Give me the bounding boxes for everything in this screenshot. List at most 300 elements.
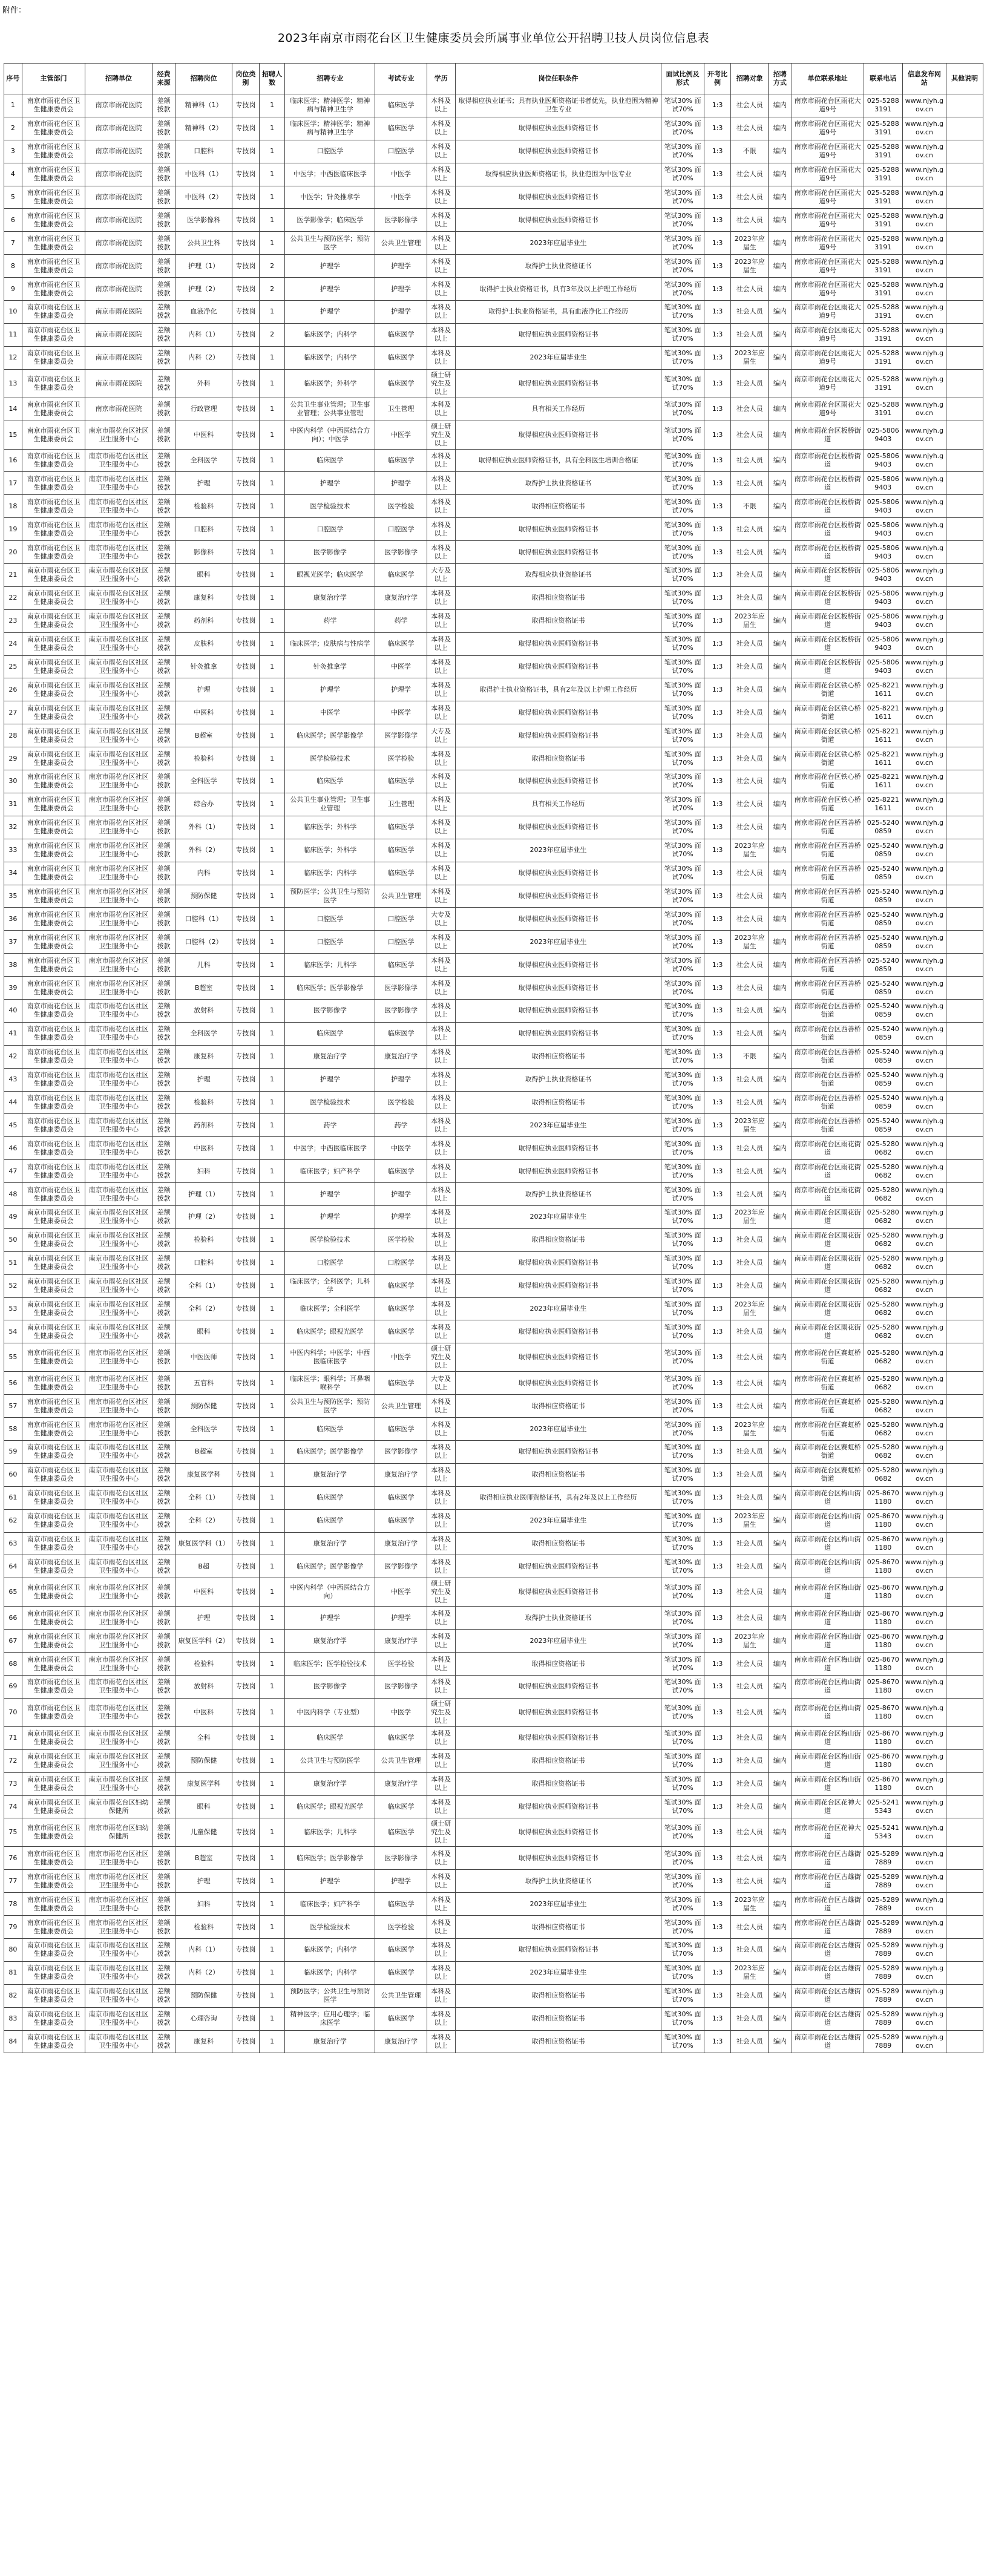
table-cell[interactable]: www.njyh.gov.cn [902,1440,946,1463]
table-cell: 南京市雨花台区板桥街道 [792,495,864,518]
table-cell[interactable]: www.njyh.gov.cn [902,518,946,541]
column-header: 考试专业 [375,64,427,94]
table-cell[interactable]: www.njyh.gov.cn [902,862,946,885]
table-cell: 差额拨款 [152,1726,175,1749]
table-cell: 1 [259,421,285,449]
table-cell[interactable]: www.njyh.gov.cn [902,209,946,232]
table-cell[interactable]: www.njyh.gov.cn [902,908,946,931]
table-cell: 社会人员 [731,1984,769,2007]
table-row [4,369,983,398]
table-cell: 南京市雨花台区卫生健康委员会 [22,1160,85,1183]
table-cell: 药剂科 [175,1114,232,1137]
table-cell[interactable]: www.njyh.gov.cn [902,678,946,701]
table-row [4,1772,983,1795]
table-cell [946,885,983,908]
table-cell[interactable]: www.njyh.gov.cn [902,1772,946,1795]
table-cell[interactable]: www.njyh.gov.cn [902,421,946,449]
table-cell: 南京市雨花台区社区卫生服务中心 [85,609,152,632]
table-cell: 78 [4,1893,22,1916]
table-cell: 临床医学；医学影像学 [285,977,375,1000]
table-cell[interactable]: www.njyh.gov.cn [902,609,946,632]
table-cell: 护理学 [375,472,427,495]
table-cell[interactable]: www.njyh.gov.cn [902,323,946,346]
table-cell: 南京市雨花台区卫生健康委员会 [22,1068,85,1091]
table-cell: 内科（2） [175,346,232,369]
table-cell[interactable]: www.njyh.gov.cn [902,1532,946,1555]
table-cell: 口腔科 [175,140,232,163]
table-cell: 专技岗 [232,678,260,701]
table-cell: 1 [259,655,285,678]
table-cell: 笔试30% 面试70% [661,1698,704,1726]
column-header: 招聘方式 [769,64,792,94]
table-cell: 医学影像学 [375,999,427,1022]
table-cell: 南京市雨花台区社区卫生服务中心 [85,1183,152,1206]
table-cell[interactable]: www.njyh.gov.cn [902,1578,946,1607]
table-cell: 编内 [769,1818,792,1847]
table-cell: 中医科 [175,1578,232,1607]
table-cell: 临床医学；儿科学 [285,954,375,977]
table-cell: 临床医学；全科医学；儿科学 [285,1274,375,1297]
table-row [4,655,983,678]
table-cell[interactable]: www.njyh.gov.cn [902,1091,946,1114]
table-cell: 025-58069403 [864,586,902,609]
table-cell: 2023年应届生 [731,1418,769,1441]
table-cell: 南京市雨花台区卫生健康委员会 [22,862,85,885]
table-cell: 025-52400859 [864,931,902,954]
table-cell: 全科 [175,1726,232,1749]
table-cell: 025-52883191 [864,163,902,186]
table-cell: 2023年应届生 [731,839,769,862]
table-cell[interactable]: www.njyh.gov.cn [902,301,946,324]
table-cell: 南京市雨花台区卫生健康委员会 [22,1578,85,1607]
table-cell: 南京市雨花台区卫生健康委员会 [22,1916,85,1939]
table-cell: 025-52800682 [864,1440,902,1463]
table-cell[interactable]: www.njyh.gov.cn [902,999,946,1022]
table-cell[interactable]: www.njyh.gov.cn [902,1228,946,1251]
table-cell: 南京市雨花台区社区卫生服务中心 [85,793,152,816]
table-cell: 025-52883191 [864,209,902,232]
table-cell: 取得相应执业医师资格证书 [455,1440,661,1463]
table-cell: 南京市雨花台区卫生健康委员会 [22,770,85,793]
table-cell: 5 [4,186,22,209]
table-cell[interactable]: www.njyh.gov.cn [902,1205,946,1228]
table-cell[interactable]: www.njyh.gov.cn [902,1297,946,1320]
table-cell: 全科（1） [175,1486,232,1509]
table-row [4,1870,983,1893]
table-cell[interactable]: www.njyh.gov.cn [902,1320,946,1343]
table-cell[interactable]: www.njyh.gov.cn [902,1698,946,1726]
table-cell: 笔试30% 面试70% [661,1676,704,1699]
table-cell: 本科及以上 [427,1749,455,1772]
table-cell: 1:3 [704,586,731,609]
table-cell: 笔试30% 面试70% [661,1320,704,1343]
table-cell: 南京市雨花台区社区卫生服务中心 [85,1653,152,1676]
table-cell[interactable]: www.njyh.gov.cn [902,564,946,587]
table-cell[interactable]: www.njyh.gov.cn [902,1183,946,1206]
table-cell[interactable]: www.njyh.gov.cn [902,793,946,816]
table-cell: 预防保健 [175,1395,232,1418]
table-cell[interactable]: www.njyh.gov.cn [902,2030,946,2053]
table-cell[interactable]: www.njyh.gov.cn [902,1607,946,1630]
table-cell: 临床医学 [375,1418,427,1441]
table-cell[interactable]: www.njyh.gov.cn [902,2007,946,2030]
table-cell: 南京市雨花台区卫生健康委员会 [22,1818,85,1847]
table-cell: 1:3 [704,1440,731,1463]
table-cell: 76 [4,1847,22,1870]
table-cell: 南京市雨花台区赛虹桥街道 [792,1343,864,1372]
table-cell: 药学 [285,609,375,632]
table-cell: 专技岗 [232,1463,260,1486]
table-cell [946,1607,983,1630]
table-cell: 检验科 [175,495,232,518]
table-cell: 取得相应资格证书 [455,747,661,770]
table-cell[interactable]: www.njyh.gov.cn [902,1418,946,1441]
table-cell: 1:3 [704,609,731,632]
table-cell: 康复科 [175,586,232,609]
table-cell: 取得相应执业医师资格证书 [455,323,661,346]
table-cell: 1 [259,1372,285,1395]
table-cell: 37 [4,931,22,954]
table-cell[interactable]: www.njyh.gov.cn [902,1114,946,1137]
table-cell: 南京市雨花台区社区卫生服务中心 [85,1297,152,1320]
table-cell[interactable]: www.njyh.gov.cn [902,1509,946,1532]
table-cell: 大专及以上 [427,908,455,931]
table-cell: 笔试30% 面试70% [661,632,704,655]
table-cell: 编内 [769,1607,792,1630]
table-cell: 笔试30% 面试70% [661,1916,704,1939]
table-cell: 取得护士执业资格证书 [455,255,661,278]
table-cell: 笔试30% 面试70% [661,1939,704,1962]
table-cell: 本科及以上 [427,747,455,770]
table-cell: 差额拨款 [152,770,175,793]
table-cell: 南京市雨花台区社区卫生服务中心 [85,1726,152,1749]
table-cell: 笔试30% 面试70% [661,495,704,518]
table-cell: 专技岗 [232,1509,260,1532]
table-cell: 取得相应执业医师资格证书 [455,954,661,977]
table-row [4,1320,983,1343]
table-cell: 护理学 [375,278,427,301]
table-cell[interactable]: www.njyh.gov.cn [902,1137,946,1160]
table-cell: 40 [4,999,22,1022]
table-cell: 南京市雨花台区社区卫生服务中心 [85,1961,152,1984]
table-cell: 内科 [175,862,232,885]
table-cell: 取得相应执业医师资格证书 [455,1372,661,1395]
table-cell: 1:3 [704,1772,731,1795]
table-cell: 专技岗 [232,2030,260,2053]
table-cell: 本科及以上 [427,163,455,186]
table-cell [946,931,983,954]
table-cell: 医学影像学；临床医学 [285,209,375,232]
table-cell: 医学检验技术 [285,495,375,518]
table-cell[interactable]: www.njyh.gov.cn [902,1653,946,1676]
table-cell[interactable]: www.njyh.gov.cn [902,632,946,655]
table-row [4,346,983,369]
table-cell: 南京市雨花台区雨花街道 [792,1251,864,1274]
table-cell: 临床医学 [285,449,375,472]
table-cell[interactable]: www.njyh.gov.cn [902,1749,946,1772]
column-header: 招聘单位 [85,64,152,94]
table-cell[interactable]: www.njyh.gov.cn [902,1068,946,1091]
table-cell[interactable]: www.njyh.gov.cn [902,977,946,1000]
table-cell: 本科及以上 [427,495,455,518]
table-cell: 1 [259,1698,285,1726]
table-cell: 南京市雨花台区铁心桥街道 [792,793,864,816]
table-cell: 南京市雨花台区雨花大道9号 [792,301,864,324]
table-cell [946,1160,983,1183]
table-cell: 本科及以上 [427,301,455,324]
table-cell: 2 [259,278,285,301]
table-cell[interactable]: www.njyh.gov.cn [902,278,946,301]
table-cell[interactable]: www.njyh.gov.cn [902,954,946,977]
table-cell[interactable]: www.njyh.gov.cn [902,1795,946,1818]
table-cell: 4 [4,163,22,186]
table-cell[interactable]: www.njyh.gov.cn [902,1893,946,1916]
table-cell: 1:3 [704,931,731,954]
table-cell[interactable]: www.njyh.gov.cn [902,398,946,421]
table-row [4,632,983,655]
table-cell: 专技岗 [232,1022,260,1045]
table-cell: 笔试30% 面试70% [661,1653,704,1676]
table-cell: 1:3 [704,1486,731,1509]
table-cell[interactable]: www.njyh.gov.cn [902,1847,946,1870]
table-row [4,278,983,301]
table-cell[interactable]: www.njyh.gov.cn [902,232,946,255]
table-cell: 南京市雨花台区卫生健康委员会 [22,472,85,495]
table-cell[interactable]: www.njyh.gov.cn [902,1395,946,1418]
table-cell: 2023年应届毕业生 [455,839,661,862]
table-cell: 专技岗 [232,1607,260,1630]
table-cell: 本科及以上 [427,1939,455,1962]
table-cell: 025-52897889 [864,1870,902,1893]
table-cell: 编内 [769,541,792,564]
table-cell: 1 [259,1297,285,1320]
table-cell: 差额拨款 [152,1676,175,1699]
table-cell: 口腔科 [175,518,232,541]
table-cell: 临床医学 [375,1022,427,1045]
table-cell: 护理（1） [175,255,232,278]
table-cell: 公共卫生管理 [375,1749,427,1772]
table-cell: 南京市雨花医院 [85,209,152,232]
table-cell: 差额拨款 [152,1183,175,1206]
table-cell[interactable]: www.njyh.gov.cn [902,369,946,398]
table-cell[interactable]: www.njyh.gov.cn [902,472,946,495]
table-cell[interactable]: www.njyh.gov.cn [902,1939,946,1962]
table-cell[interactable]: www.njyh.gov.cn [902,1045,946,1068]
table-cell: 笔试30% 面试70% [661,1486,704,1509]
table-cell: 取得相应执业医师资格证书 [455,862,661,885]
table-cell: 笔试30% 面试70% [661,398,704,421]
column-header: 招聘对象 [731,64,769,94]
table-cell: 笔试30% 面试70% [661,1818,704,1847]
table-cell: 本科及以上 [427,1274,455,1297]
table-cell: 差额拨款 [152,1984,175,2007]
table-cell: 025-52800682 [864,1297,902,1320]
table-cell[interactable]: www.njyh.gov.cn [902,94,946,117]
table-cell: 65 [4,1578,22,1607]
table-cell [946,278,983,301]
table-cell[interactable]: www.njyh.gov.cn [902,724,946,747]
table-cell [946,1698,983,1726]
table-cell[interactable]: www.njyh.gov.cn [902,1343,946,1372]
table-cell: 编内 [769,1676,792,1699]
table-cell[interactable]: www.njyh.gov.cn [902,1818,946,1847]
table-cell[interactable]: www.njyh.gov.cn [902,1486,946,1509]
table-cell: 内科（1） [175,323,232,346]
table-cell: 社会人员 [731,2030,769,2053]
table-cell: 本科及以上 [427,449,455,472]
table-cell[interactable]: www.njyh.gov.cn [902,1676,946,1699]
table-cell [946,1205,983,1228]
table-cell[interactable]: www.njyh.gov.cn [902,186,946,209]
table-cell: 1 [259,1091,285,1114]
table-cell[interactable]: www.njyh.gov.cn [902,885,946,908]
table-cell: 本科及以上 [427,839,455,862]
table-cell[interactable]: www.njyh.gov.cn [902,1274,946,1297]
table-cell: 南京市雨花台区社区卫生服务中心 [85,1847,152,1870]
table-cell: 南京市雨花台区西善桥街道 [792,862,864,885]
table-cell: 025-52800682 [864,1160,902,1183]
table-cell: 护理学 [375,1183,427,1206]
table-cell: 025-86701180 [864,1578,902,1607]
table-cell: 编内 [769,1114,792,1137]
table-cell[interactable]: www.njyh.gov.cn [902,163,946,186]
table-cell[interactable]: www.njyh.gov.cn [902,495,946,518]
table-cell[interactable]: www.njyh.gov.cn [902,1372,946,1395]
table-cell: 南京市雨花台区板桥街道 [792,541,864,564]
table-cell: 专技岗 [232,323,260,346]
table-cell: 南京市雨花台区社区卫生服务中心 [85,1395,152,1418]
table-cell: 南京市雨花台区卫生健康委员会 [22,701,85,724]
table-cell: 差额拨款 [152,862,175,885]
table-cell: 14 [4,398,22,421]
table-cell[interactable]: www.njyh.gov.cn [902,1726,946,1749]
table-cell[interactable]: www.njyh.gov.cn [902,701,946,724]
table-cell: 本科及以上 [427,1160,455,1183]
table-cell: 025-52800682 [864,1251,902,1274]
table-cell: 编内 [769,908,792,931]
table-cell: 专技岗 [232,1320,260,1343]
table-cell: 取得相应资格证书 [455,609,661,632]
table-cell: 1:3 [704,1578,731,1607]
table-cell: 社会人员 [731,1532,769,1555]
table-cell[interactable]: www.njyh.gov.cn [902,770,946,793]
table-cell: 1:3 [704,1870,731,1893]
table-cell: 025-86701180 [864,1772,902,1795]
table-cell[interactable]: www.njyh.gov.cn [902,255,946,278]
table-cell: 专技岗 [232,1297,260,1320]
table-cell[interactable]: www.njyh.gov.cn [902,816,946,839]
table-cell: 社会人员 [731,1372,769,1395]
table-cell[interactable]: www.njyh.gov.cn [902,1961,946,1984]
table-cell: 编内 [769,301,792,324]
table-cell[interactable]: www.njyh.gov.cn [902,1463,946,1486]
table-cell: 笔试30% 面试70% [661,564,704,587]
table-row [4,839,983,862]
table-cell [946,1578,983,1607]
table-cell: 临床医学 [375,1274,427,1297]
table-cell[interactable]: www.njyh.gov.cn [902,1022,946,1045]
table-cell[interactable]: www.njyh.gov.cn [902,931,946,954]
table-cell[interactable]: www.njyh.gov.cn [902,346,946,369]
table-cell: 医学检验 [375,1091,427,1114]
table-cell: 本科及以上 [427,1916,455,1939]
table-cell [946,1870,983,1893]
table-row [4,472,983,495]
table-cell[interactable]: www.njyh.gov.cn [902,1555,946,1578]
table-cell[interactable]: www.njyh.gov.cn [902,1630,946,1653]
table-cell: 1:3 [704,977,731,1000]
table-cell: 1 [259,747,285,770]
table-cell: 笔试30% 面试70% [661,1555,704,1578]
table-cell[interactable]: www.njyh.gov.cn [902,140,946,163]
table-cell: 2 [259,323,285,346]
table-cell: 1 [259,586,285,609]
table-cell: 2023年应届毕业生 [455,1205,661,1228]
table-cell[interactable]: www.njyh.gov.cn [902,655,946,678]
table-cell: 1:3 [704,94,731,117]
table-cell: 差额拨款 [152,1205,175,1228]
table-cell: 口腔医学 [375,518,427,541]
table-cell: 编内 [769,209,792,232]
column-header: 面试比例及形式 [661,64,704,94]
table-row [4,1607,983,1630]
table-row [4,701,983,724]
table-row [4,398,983,421]
table-cell: 笔试30% 面试70% [661,1726,704,1749]
table-cell[interactable]: www.njyh.gov.cn [902,839,946,862]
table-cell: 025-58069403 [864,564,902,587]
table-cell[interactable]: www.njyh.gov.cn [902,1870,946,1893]
table-cell: 025-52400859 [864,999,902,1022]
table-cell: 1 [259,564,285,587]
table-cell: 取得相应执业医师资格证书 [455,885,661,908]
table-cell: 中医科（1） [175,163,232,186]
table-cell: 取得相应资格证书 [455,495,661,518]
table-cell: 52 [4,1274,22,1297]
table-cell: 笔试30% 面试70% [661,999,704,1022]
table-cell[interactable]: www.njyh.gov.cn [902,1251,946,1274]
table-cell: 差额拨款 [152,163,175,186]
table-row [4,816,983,839]
table-cell: 医学影像学 [375,1676,427,1699]
table-cell: 025-58069403 [864,421,902,449]
table-cell: 74 [4,1795,22,1818]
table-cell[interactable]: www.njyh.gov.cn [902,586,946,609]
table-cell: 临床医学；医学影像学 [285,1847,375,1870]
table-cell: 1 [259,518,285,541]
table-cell[interactable]: www.njyh.gov.cn [902,747,946,770]
table-cell[interactable]: www.njyh.gov.cn [902,1160,946,1183]
table-cell: 编内 [769,1228,792,1251]
table-cell: 南京市雨花台区梅山街道 [792,1509,864,1532]
table-cell: 南京市雨花台区卫生健康委员会 [22,1183,85,1206]
table-cell: 36 [4,908,22,931]
table-cell[interactable]: www.njyh.gov.cn [902,1916,946,1939]
table-cell: 1 [259,369,285,398]
table-cell [946,1676,983,1699]
table-cell: 临床医学；妇产科学 [285,1160,375,1183]
table-cell: 1:3 [704,1463,731,1486]
table-cell: 临床医学 [375,346,427,369]
table-cell[interactable]: www.njyh.gov.cn [902,541,946,564]
table-cell[interactable]: www.njyh.gov.cn [902,1984,946,2007]
table-cell: 差额拨款 [152,1795,175,1818]
table-cell: 1:3 [704,449,731,472]
table-cell: 1 [259,541,285,564]
table-cell[interactable]: www.njyh.gov.cn [902,117,946,140]
table-cell[interactable]: www.njyh.gov.cn [902,449,946,472]
table-cell: 社会人员 [731,1440,769,1463]
